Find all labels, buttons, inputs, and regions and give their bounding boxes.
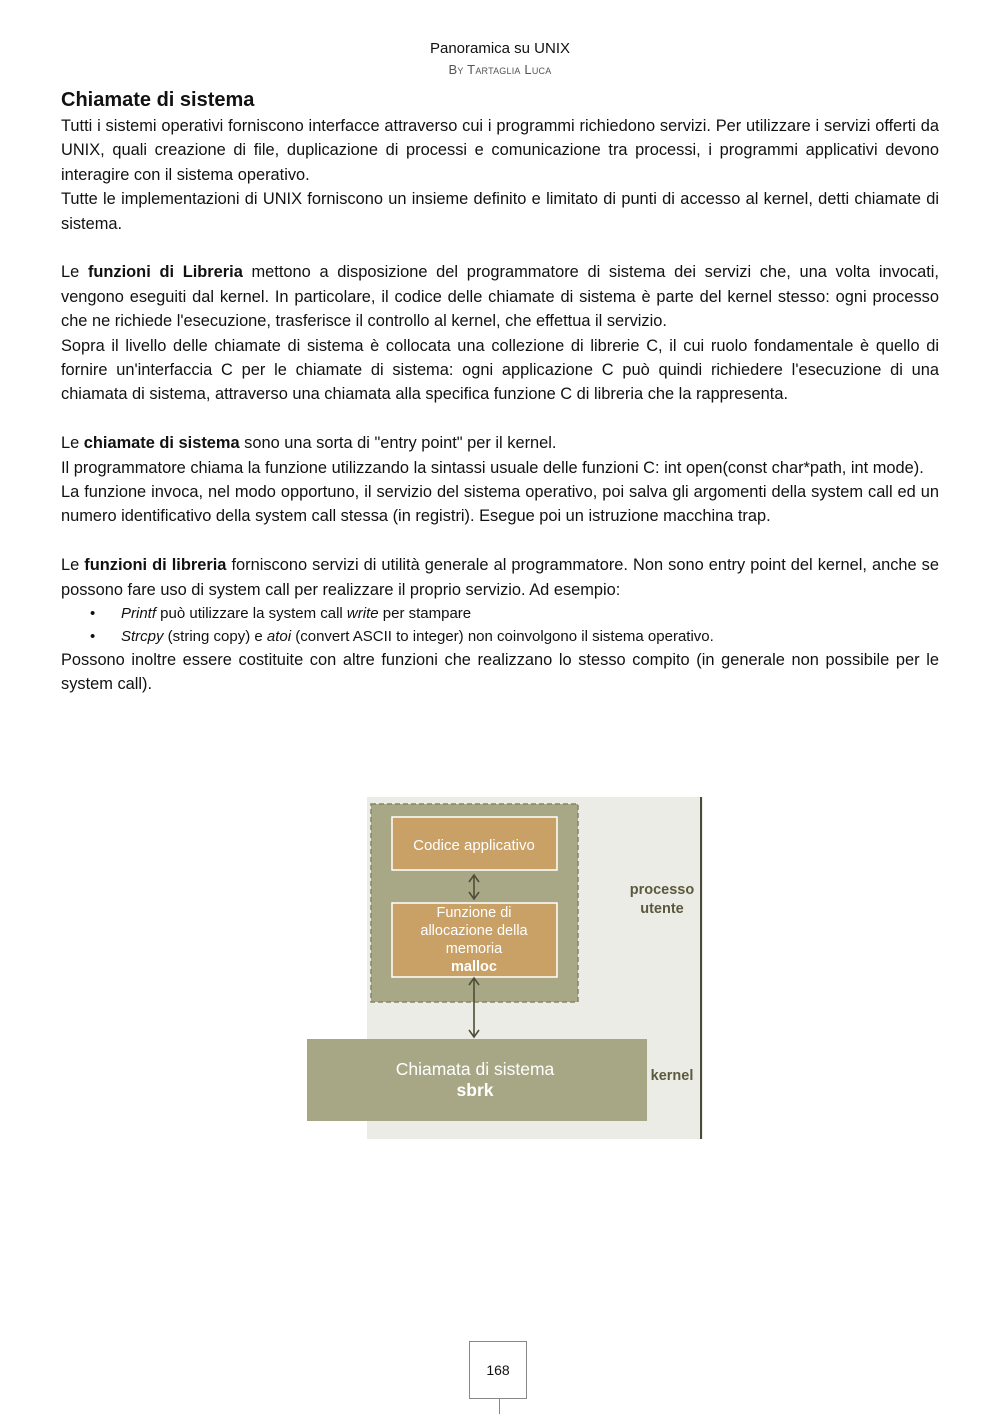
paragraph — [61, 553, 939, 602]
text: può utilizzare la system call — [156, 605, 347, 623]
system-call-label-line1: Chiamata di sistema — [395, 1059, 555, 1079]
page-number-tick — [499, 1399, 500, 1414]
paragraph: Tutti i sistemi operativi forniscono interfacce attraverso cui i programmi richiedono servizi. Per utilizzare i servizi offerti da UNIX, quali creazione di file, duplicazione di processi e comunicazione tra processi, i programmi applicativi devono interagire con il sistema operativo. — [61, 117, 939, 184]
syscall-diagram — [307, 797, 703, 1139]
list-item — [121, 602, 939, 625]
kernel-label: kernel — [650, 1068, 694, 1084]
paragraph: Tutte le implementazioni di UNIX forniscono un insieme definito e limitato di punti di accesso al kernel, detti chiamate di sistema. — [61, 190, 939, 233]
bold-term: funzioni di Libreria — [87, 263, 243, 282]
text: sono una sorta di "entry point" per il kernel. — [239, 434, 557, 453]
text: mettono a disposizione del programmatore di sistema dei servizi che, una volta invocati, vengono eseguiti dal kernel. In particolare, il codice delle chiamate di sistema è parte del kernel stesso: ogni processo che ne richiede l'esecuzione, trasferisce il controllo al kernel, che effettua il servizio. — [61, 263, 939, 331]
section-title: Chiamate di sistema — [61, 89, 255, 111]
system-call-label-line2: sbrk — [456, 1080, 494, 1100]
text: Le — [61, 263, 88, 282]
paragraph: La funzione invoca, nel modo opportuno, il servizio del sistema operativo, poi salva gli argomenti della system call ed un numero identificativo della system call stessa (in registri). Esegue poi un istruzione macchina trap. — [61, 483, 939, 526]
paragraph: Possono inoltre essere costituite con altre funzioni che realizzano lo stesso compito (in generale non possibile per le system call). — [61, 651, 939, 694]
malloc-label-line1: Funzione di — [436, 905, 512, 921]
page-number: 168 — [486, 1362, 510, 1378]
italic-term: Strcpy — [121, 628, 164, 646]
list-item — [121, 625, 939, 648]
user-process-label-line1: processo — [629, 882, 695, 898]
page-number-box — [469, 1341, 527, 1399]
bold-term: chiamate di sistema — [83, 434, 240, 453]
text: forniscono servizi di utilità generale al programmatore. Non sono entry point del kernel, anche se possono fare uso di system call per realizzare il proprio servizio. Ad esempio: — [61, 556, 939, 599]
text: (convert ASCII to integer) non coinvolgono il sistema operativo. — [291, 628, 714, 646]
header-author: By Tartaglia Luca — [448, 62, 552, 77]
paragraph — [61, 431, 939, 455]
text: Le — [61, 556, 85, 575]
header-title: Panoramica su UNIX — [429, 40, 571, 57]
paragraph: Sopra il livello delle chiamate di sistema è collocata una collezione di librerie C, il cui ruolo fondamentale è quello di fornire un'interfaccia C per le chiamate di sistema: ogni applicazione C può quindi richiedere l'esecuzione di una chiamata di sistema, attraverso una chiamata alla specifica funzione C di libreria che la rappresenta. — [61, 336, 939, 404]
italic-term: Printf — [121, 605, 157, 623]
malloc-label-line4: malloc — [451, 959, 497, 975]
italic-term: write — [346, 605, 379, 623]
text: per stampare — [378, 605, 472, 623]
italic-term: atoi — [266, 628, 292, 646]
page-header — [0, 38, 1000, 80]
text: Le — [61, 434, 84, 453]
application-code-label: Codice applicativo — [413, 837, 535, 854]
paragraph — [61, 260, 939, 333]
bold-term: funzioni di libreria — [84, 556, 227, 575]
text: (string copy) e — [163, 628, 267, 646]
paragraph: Il programmatore chiama la funzione utilizzando la sintassi usuale delle funzioni C: int open(const char*path, int mode). — [61, 458, 924, 477]
malloc-label-line2: allocazione della — [420, 923, 528, 939]
malloc-label-line3: memoria — [445, 941, 503, 957]
bullet-list — [61, 602, 939, 648]
page-content — [61, 86, 939, 697]
user-process-label-line2: utente — [640, 901, 684, 917]
